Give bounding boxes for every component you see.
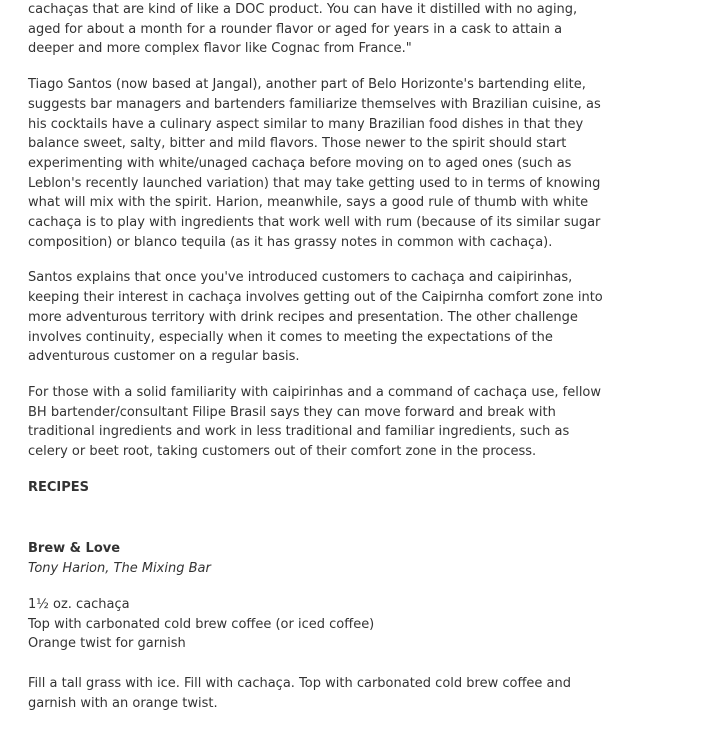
text-line: suggests bar managers and bartenders familiarize themselves with Brazilian cuisine, as [28,96,601,112]
text-line: BH bartender/consultant Filipe Brasil says they can move forward and break with [28,404,556,420]
text-line: composition) or blanco tequila (as it has grassy notes in common with cachaça). [28,234,553,250]
text-line: Leblon's recently launched variation) that may take getting used to in terms of knowing [28,175,601,191]
text-line: more adventurous territory with drink recipes and presentation. The other challenge [28,309,578,325]
text-line: keeping their interest in cachaça involves getting out of the Caipirnha comfort zone into [28,290,603,306]
text-line: his cocktails have a culinary aspect similar to many Brazilian food dishes in that they [28,116,584,132]
text-line: Orange twist for garnish [28,636,186,652]
paragraph-tiago-santos [28,75,707,252]
text-line: 1½ oz. cachaça [28,596,130,612]
text-line: Tiago Santos (now based at Jangal), another part of Belo Horizonte's bartending elite, [28,77,586,93]
text-line: cachaça is to play with ingredients that work well with rum (because of its similar sugar [28,215,601,231]
recipes-heading [28,478,707,498]
text-line: Tony Harion, The Mixing Bar [28,561,211,577]
text-line: Santos explains that once you've introduced customers to cachaça and caipirinhas, [28,270,573,286]
text-line: garnish with an orange twist. [28,695,218,711]
text-line: For those with a solid familiarity with caipirinhas and a command of cachaça use, fellow [28,384,602,400]
paragraph-cachaca-quote [28,0,707,59]
text-line: celery or beet root, taking customers out of their comfort zone in the process. [28,444,537,460]
text-line: Fill a tall grass with ice. Fill with cachaça. Top with carbonated cold brew coffee and [28,675,571,691]
text-line: what will mix with the spirit. Harion, meanwhile, says a good rule of thumb with white [28,195,589,211]
paragraph-filipe-brasil [28,383,707,462]
recipe-byline [28,559,707,579]
text-line: balance sweet, salty, bitter and mild flavors. Those newer to the spirit should start [28,136,567,152]
text-line: adventurous customer on a regular basis. [28,349,300,365]
text-line: cachaças that are kind of like a DOC product. You can have it distilled with no aging, [28,2,578,17]
paragraph-santos-explains [28,268,707,367]
text-line: experimenting with white/unaged cachaça before moving on to aged ones (such as [28,155,572,171]
recipe-instructions [28,674,707,713]
recipe-title [28,539,707,559]
text-line: involves continuity, especially when it comes to meeting the expectations of the [28,329,553,345]
text-line: aged for about a month for a rounder flavor or aged for years in a cask to attain a [28,21,563,37]
text-line: traditional ingredients and work in less traditional and familiar ingredients, such as [28,424,570,440]
text-line: Top with carbonated cold brew coffee (or iced coffee) [28,616,375,632]
recipe-ingredients [28,595,707,654]
text-line: Brew & Love [28,541,121,557]
text-line: deeper and more complex flavor like Cognac from France." [28,41,412,57]
text-line: RECIPES [28,479,90,495]
